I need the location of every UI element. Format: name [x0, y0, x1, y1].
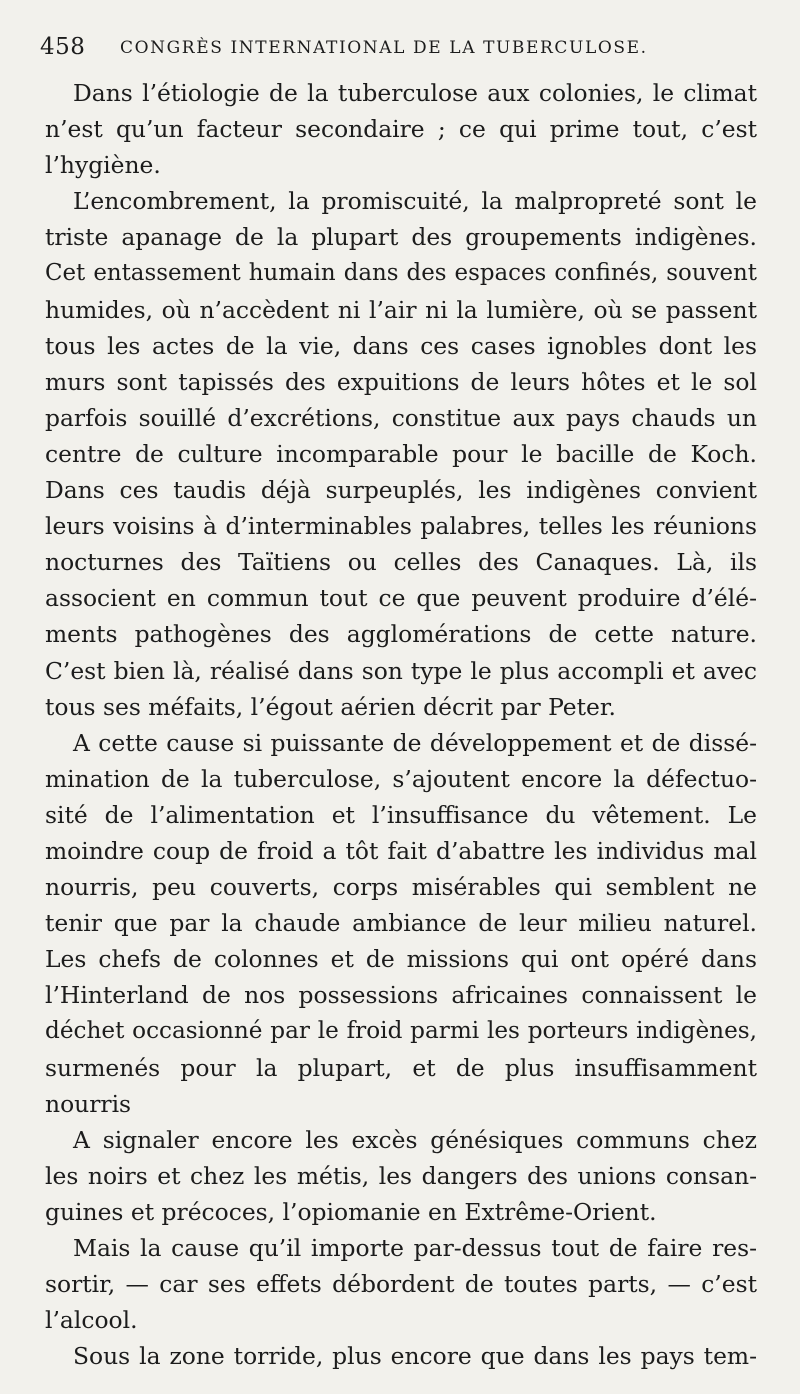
text-line: l’alcool. — [45, 1306, 138, 1335]
text-line: Mais la cause qu’il importe par-dessus tout de faire res- — [73, 1234, 757, 1262]
text-line: l’hygiène. — [45, 151, 161, 180]
text-line: nocturnes des Taïtiens ou celles des Canaques. Là, ils — [45, 548, 757, 577]
text-line: Dans ces taudis déjà surpeuplés, les indigènes convient — [45, 476, 757, 505]
body-text — [45, 75, 757, 1374]
text-line: L’encombrement, la promiscuité, la malpropreté sont le — [73, 187, 757, 216]
text-line: leurs voisins à d’interminables palabres, telles les réunions — [45, 512, 757, 541]
text-line: les noirs et chez les métis, les dangers des unions consan- — [45, 1161, 757, 1190]
page-header — [40, 34, 760, 66]
text-line: triste apanage de la plupart des groupements indigènes. — [45, 223, 757, 252]
text-line: sortir, — car ses effets débordent de toutes parts, — c’est — [45, 1270, 757, 1299]
text-line: parfois souillé d’excrétions, constitue aux pays chauds un — [45, 403, 757, 432]
text-line: nourris, peu couverts, corps misérables qui semblent ne — [45, 873, 757, 902]
text-line: nourris — [45, 1089, 132, 1118]
text-line: moindre coup de froid a tôt fait d’abattre les individus mal — [45, 836, 757, 865]
text-line: A cette cause si puissante de développement et de dissé- — [73, 728, 757, 757]
page-number: 458 — [40, 34, 86, 60]
text-line: Dans l’étiologie de la tuberculose aux colonies, le climat — [73, 79, 757, 107]
text-line: centre de culture incomparable pour le bacille de Koch. — [45, 439, 757, 468]
text-line: Les chefs de colonnes et de missions qui ont opéré dans — [45, 945, 757, 974]
text-line: mination de la tuberculose, s’ajoutent encore la défectuo- — [45, 764, 757, 793]
text-line: l’Hinterland de nos possessions africaines connaissent le — [45, 981, 757, 1010]
text-line: n’est qu’un facteur secondaire ; ce qui prime tout, c’est — [45, 115, 757, 144]
text-line: déchet occasionné par le froid parmi les porteurs indigènes, — [45, 1018, 757, 1045]
text-line: humides, où n’accèdent ni l’air ni la lumière, où se passent — [45, 295, 757, 324]
text-line: associent en commun tout ce que peuvent produire d’élé- — [45, 584, 757, 613]
text-line: tous ses méfaits, l’égout aérien décrit par Peter. — [45, 692, 616, 721]
text-line: Cet entassement humain dans des espaces confinés, souvent — [45, 260, 757, 287]
text-line: A signaler encore les excès génésiques communs chez — [73, 1125, 757, 1154]
text-line: tenir que par la chaude ambiance de leur milieu naturel. — [45, 909, 757, 938]
text-line: sité de l’alimentation et l’insuffisance du vêtement. Le — [45, 800, 757, 829]
running-title: CONGRÈS INTERNATIONAL DE LA TUBERCULOSE. — [120, 38, 648, 58]
text-line: surmenés pour la plupart, et de plus insuffisamment — [45, 1053, 757, 1082]
text-line: ments pathogènes des agglomérations de cette nature. — [45, 620, 757, 649]
text-line: guines et précoces, l’opiomanie en Extrême-Orient. — [45, 1197, 657, 1226]
text-line: Sous la zone torride, plus encore que dans les pays tem- — [73, 1342, 757, 1371]
text-line: murs sont tapissés des expuitions de leurs hôtes et le sol — [45, 367, 757, 396]
text-line: tous les actes de la vie, dans ces cases ignobles dont les — [45, 331, 757, 360]
text-line: C’est bien là, réalisé dans son type le plus accompli et avec — [45, 656, 757, 685]
